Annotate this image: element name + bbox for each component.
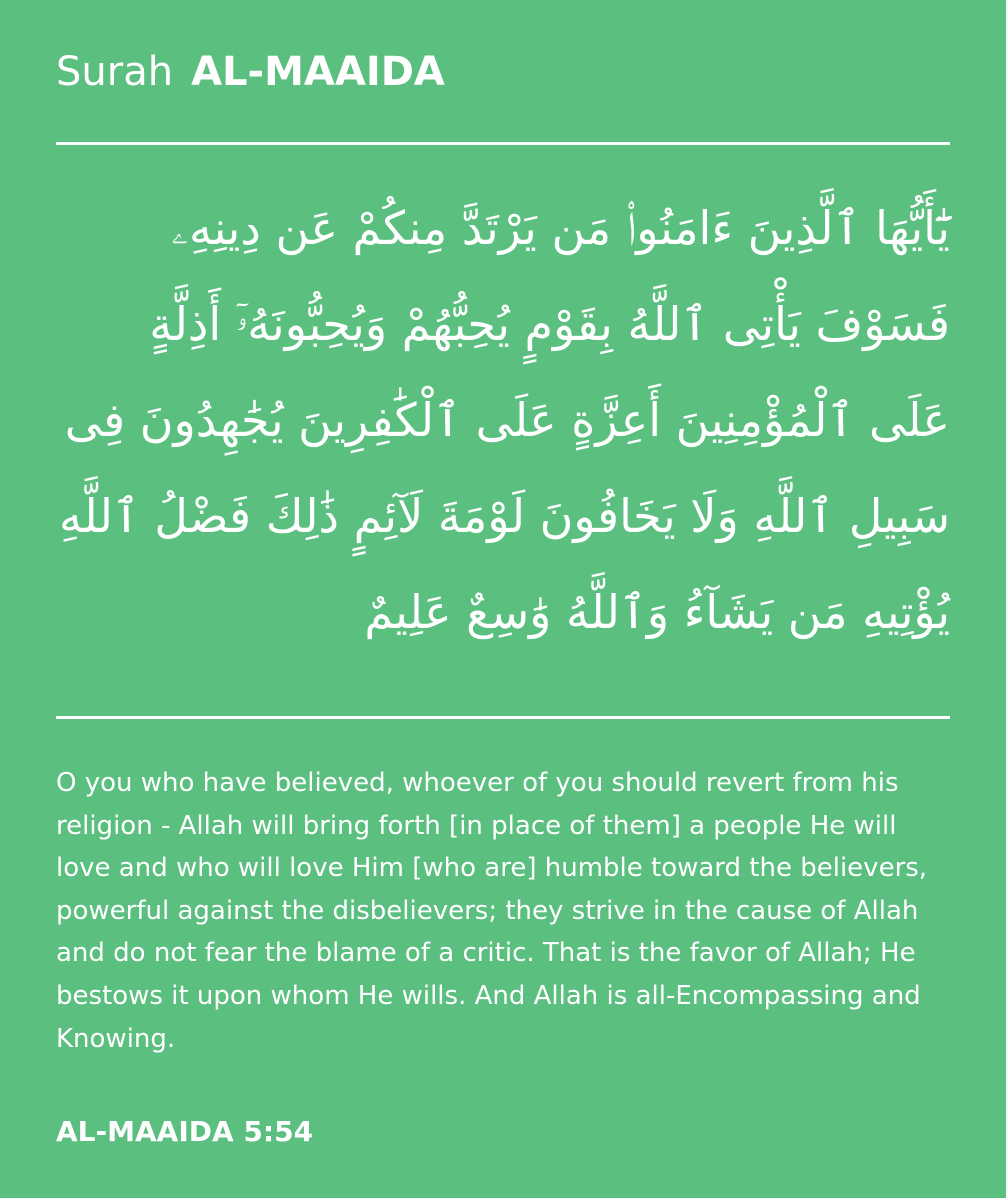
bottom-divider [56, 716, 950, 719]
verse-translation: O you who have believed, whoever of you should revert from his religion - Allah will bring forth [in place of them] a people He will love and who will love Him [who are] humble toward the believers, powerful against the disbelievers; they strive in the cause of Allah and do not fear the blame of a critic. That is the favor of Allah; He bestows it upon whom He wills. And Allah is all-Encompassing and Knowing. [56, 768, 928, 1054]
surah-label: Surah [56, 49, 174, 95]
top-divider [56, 142, 950, 145]
surah-name: AL-MAAIDA [191, 49, 445, 95]
page-title [56, 48, 445, 96]
verse-reference: AL-MAAIDA 5:54 [56, 1115, 314, 1148]
arabic-verse-text: يَٰٓأَيُّهَا ٱلَّذِينَ ءَامَنُوا۟ مَن يَرْتَدَّ مِنكُمْ عَن دِينِهِۦ فَسَوْفَ يَأْتِى ٱللَّهُ بِقَوْمٍ يُحِبُّهُمْ وَيُحِبُّونَهُۥٓ أَذِلَّةٍ عَلَى ٱلْمُؤْمِنِينَ أَعِزَّةٍ عَلَى ٱلْكَٰفِرِينَ يُجَٰهِدُونَ فِى سَبِيلِ ٱللَّهِ وَلَا يَخَافُونَ لَوْمَةَ لَآئِمٍ ذَٰلِكَ فَضْلُ ٱللَّهِ يُؤْتِيهِ مَن يَشَآءُ وَٱللَّهُ وَٰسِعٌ عَلِيمٌ [58, 201, 950, 639]
